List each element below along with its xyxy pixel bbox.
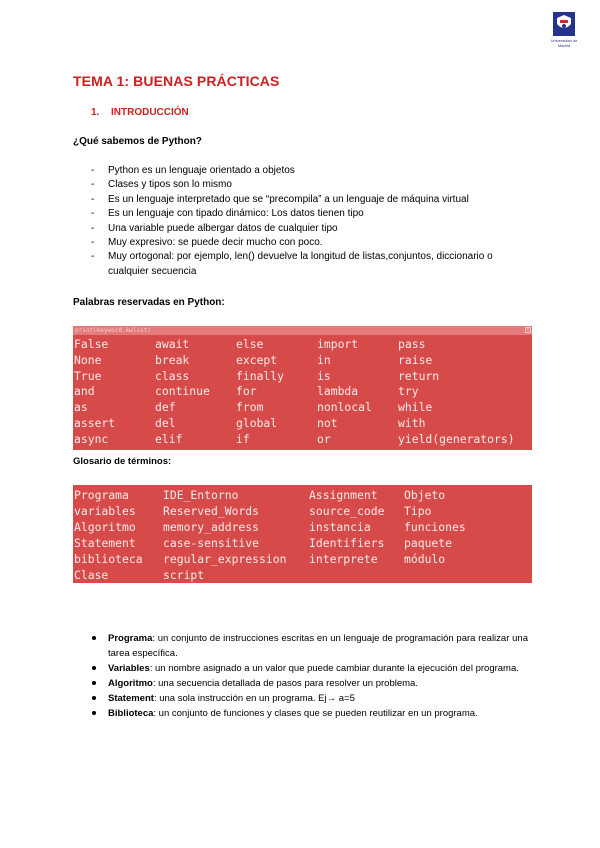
- list-item: [91, 676, 528, 691]
- logo-text: Universidad de Madrid: [550, 38, 578, 48]
- table-row: [74, 416, 515, 432]
- table-cell: case-sensitive: [163, 535, 260, 550]
- university-shield-icon: [553, 12, 575, 36]
- glossary-code-block: [73, 485, 532, 583]
- table-cell: while: [398, 400, 433, 415]
- bullet-dot-icon: [92, 681, 96, 685]
- table-row: [74, 520, 466, 536]
- table-cell: async: [74, 431, 109, 446]
- definition-text: : un conjunto de funciones y clases que se pueden reutilizar en un programa.: [153, 708, 478, 719]
- table-cell: None: [74, 352, 102, 367]
- definition-text: : una secuencia detallada de pasos para resolver un problema.: [152, 678, 418, 689]
- table-cell: yield(generators): [398, 431, 515, 446]
- table-cell: interprete: [309, 551, 378, 566]
- table-row: [74, 337, 515, 353]
- table-cell: source_code: [309, 503, 385, 518]
- table-row: [74, 536, 466, 552]
- table-cell: pass: [398, 337, 426, 351]
- question-heading: ¿Qué sabemos de Python?: [73, 136, 202, 147]
- definition-text: : un conjunto de instrucciones escritas en un lenguaje de programación para realizar una tarea específica.: [108, 633, 528, 659]
- table-cell: True: [74, 368, 102, 383]
- table-cell: else: [236, 337, 264, 351]
- table-cell: is: [317, 368, 331, 383]
- bullet-marker: -: [91, 222, 95, 234]
- section-heading: [91, 107, 189, 118]
- table-cell: Clase: [74, 567, 109, 582]
- table-cell: def: [155, 400, 176, 415]
- list-item: [91, 706, 528, 721]
- definition-text: : un nombre asignado a un valor que puede cambiar durante la ejecución del programa.: [149, 663, 519, 674]
- table-cell: Assignment: [309, 488, 378, 502]
- glossary-heading: Glosario de términos:: [73, 456, 172, 467]
- table-cell: break: [155, 352, 190, 367]
- table-cell: módulo: [404, 551, 446, 566]
- list-item: [91, 691, 528, 706]
- keywords-code-block: [73, 326, 532, 450]
- table-row: [74, 369, 515, 385]
- table-cell: del: [155, 415, 176, 430]
- definition-term: Programa: [108, 633, 153, 644]
- bullet-marker: -: [91, 237, 95, 249]
- list-item: - Una variable puede albergar datos de cualquier tipo: [91, 222, 531, 236]
- keywords-table: [74, 337, 515, 448]
- definition-text: : una sola instrucción en un programa. Ej→ a=5: [153, 693, 355, 704]
- list-item: - Muy expresivo: se puede decir mucho con poco.: [91, 236, 531, 250]
- bullet-dot-icon: [92, 636, 96, 640]
- table-cell: finally: [236, 368, 285, 383]
- table-cell: try: [398, 384, 419, 399]
- table-cell: except: [236, 352, 278, 367]
- bullet-marker: -: [91, 165, 95, 176]
- table-row: [74, 432, 515, 448]
- table-row: [74, 400, 515, 416]
- table-cell: Reserved_Words: [163, 503, 260, 518]
- list-item: - Python es un lenguaje orientado a objetos: [91, 164, 531, 178]
- university-logo: [548, 12, 580, 54]
- table-cell: instancia: [309, 519, 371, 534]
- list-item: - Es un lenguaje interpretado que se “precompila” a un lenguaje de máquina virtual: [91, 193, 531, 207]
- list-item: - Es un lenguaje con tipado dinámico: Los datos tienen tipo: [91, 207, 531, 221]
- table-cell: from: [236, 400, 264, 415]
- table-cell: class: [155, 368, 190, 383]
- code-header: [73, 326, 532, 335]
- table-cell: Objeto: [404, 488, 446, 502]
- close-icon: x: [526, 327, 530, 333]
- table-cell: import: [317, 337, 359, 351]
- list-item: [91, 631, 528, 661]
- definition-term: Statement: [108, 693, 154, 704]
- definition-term: Variables: [108, 663, 150, 674]
- bullet-dot-icon: [92, 696, 96, 700]
- table-cell: for: [236, 384, 257, 399]
- list-item: [91, 661, 528, 676]
- table-cell: not: [317, 415, 338, 430]
- python-facts-list: [91, 164, 531, 279]
- table-cell: regular_expression: [163, 551, 287, 566]
- section-label: INTRODUCCIÓN: [111, 107, 189, 118]
- table-cell: and: [74, 384, 95, 399]
- table-cell: continue: [155, 384, 210, 399]
- table-cell: Programa: [74, 488, 129, 502]
- bullet-marker: -: [91, 193, 95, 205]
- table-cell: or: [317, 431, 331, 446]
- table-cell: Tipo: [404, 503, 432, 518]
- table-row: [74, 568, 466, 584]
- definition-term: Biblioteca: [108, 708, 154, 719]
- table-cell: with: [398, 415, 426, 430]
- table-row: [74, 504, 466, 520]
- list-item: - Clases y tipos son lo mismo: [91, 178, 531, 192]
- table-row: [74, 384, 515, 400]
- bullet-dot-icon: [92, 666, 96, 670]
- table-cell: return: [398, 368, 440, 383]
- table-row: [74, 552, 466, 568]
- table-cell: funciones: [404, 519, 466, 534]
- table-cell: variables: [74, 503, 136, 518]
- table-row: [74, 488, 466, 504]
- table-cell: assert: [74, 415, 116, 430]
- definitions-list: [91, 631, 528, 721]
- code-command: print(keyword.kwlist): [75, 327, 151, 334]
- table-cell: [404, 568, 466, 584]
- table-cell: memory_address: [163, 519, 260, 534]
- table-cell: await: [155, 337, 190, 351]
- section-number: 1.: [91, 107, 100, 118]
- table-cell: Identifiers: [309, 535, 385, 550]
- table-row: [74, 353, 515, 369]
- table-cell: raise: [398, 352, 433, 367]
- table-cell: elif: [155, 431, 183, 446]
- table-cell: paquete: [404, 535, 453, 550]
- table-cell: in: [317, 352, 331, 367]
- table-cell: nonlocal: [317, 400, 372, 415]
- bullet-marker: -: [91, 179, 95, 191]
- table-cell: biblioteca: [74, 551, 143, 566]
- table-cell: if: [236, 431, 250, 446]
- keywords-heading: Palabras reservadas en Python:: [73, 297, 225, 308]
- bullet-marker: -: [91, 251, 95, 263]
- glossary-table: [74, 488, 466, 583]
- table-cell: [309, 568, 404, 584]
- bullet-marker: -: [91, 208, 95, 220]
- table-cell: global: [236, 415, 278, 430]
- page-title: TEMA 1: BUENAS PRÁCTICAS: [73, 73, 280, 89]
- table-cell: Algoritmo: [74, 519, 136, 534]
- table-cell: IDE_Entorno: [163, 488, 239, 502]
- table-cell: script: [163, 567, 205, 582]
- table-cell: False: [74, 337, 109, 351]
- bullet-dot-icon: [92, 711, 96, 715]
- table-cell: as: [74, 400, 88, 415]
- list-item: - Muy ortogonal: por ejemplo, len() devuelve la longitud de listas,conjuntos, diccionario o cualquier secuencia: [91, 251, 493, 277]
- definition-term: Algoritmo: [108, 678, 153, 689]
- table-cell: Statement: [74, 535, 136, 550]
- table-cell: lambda: [317, 384, 359, 399]
